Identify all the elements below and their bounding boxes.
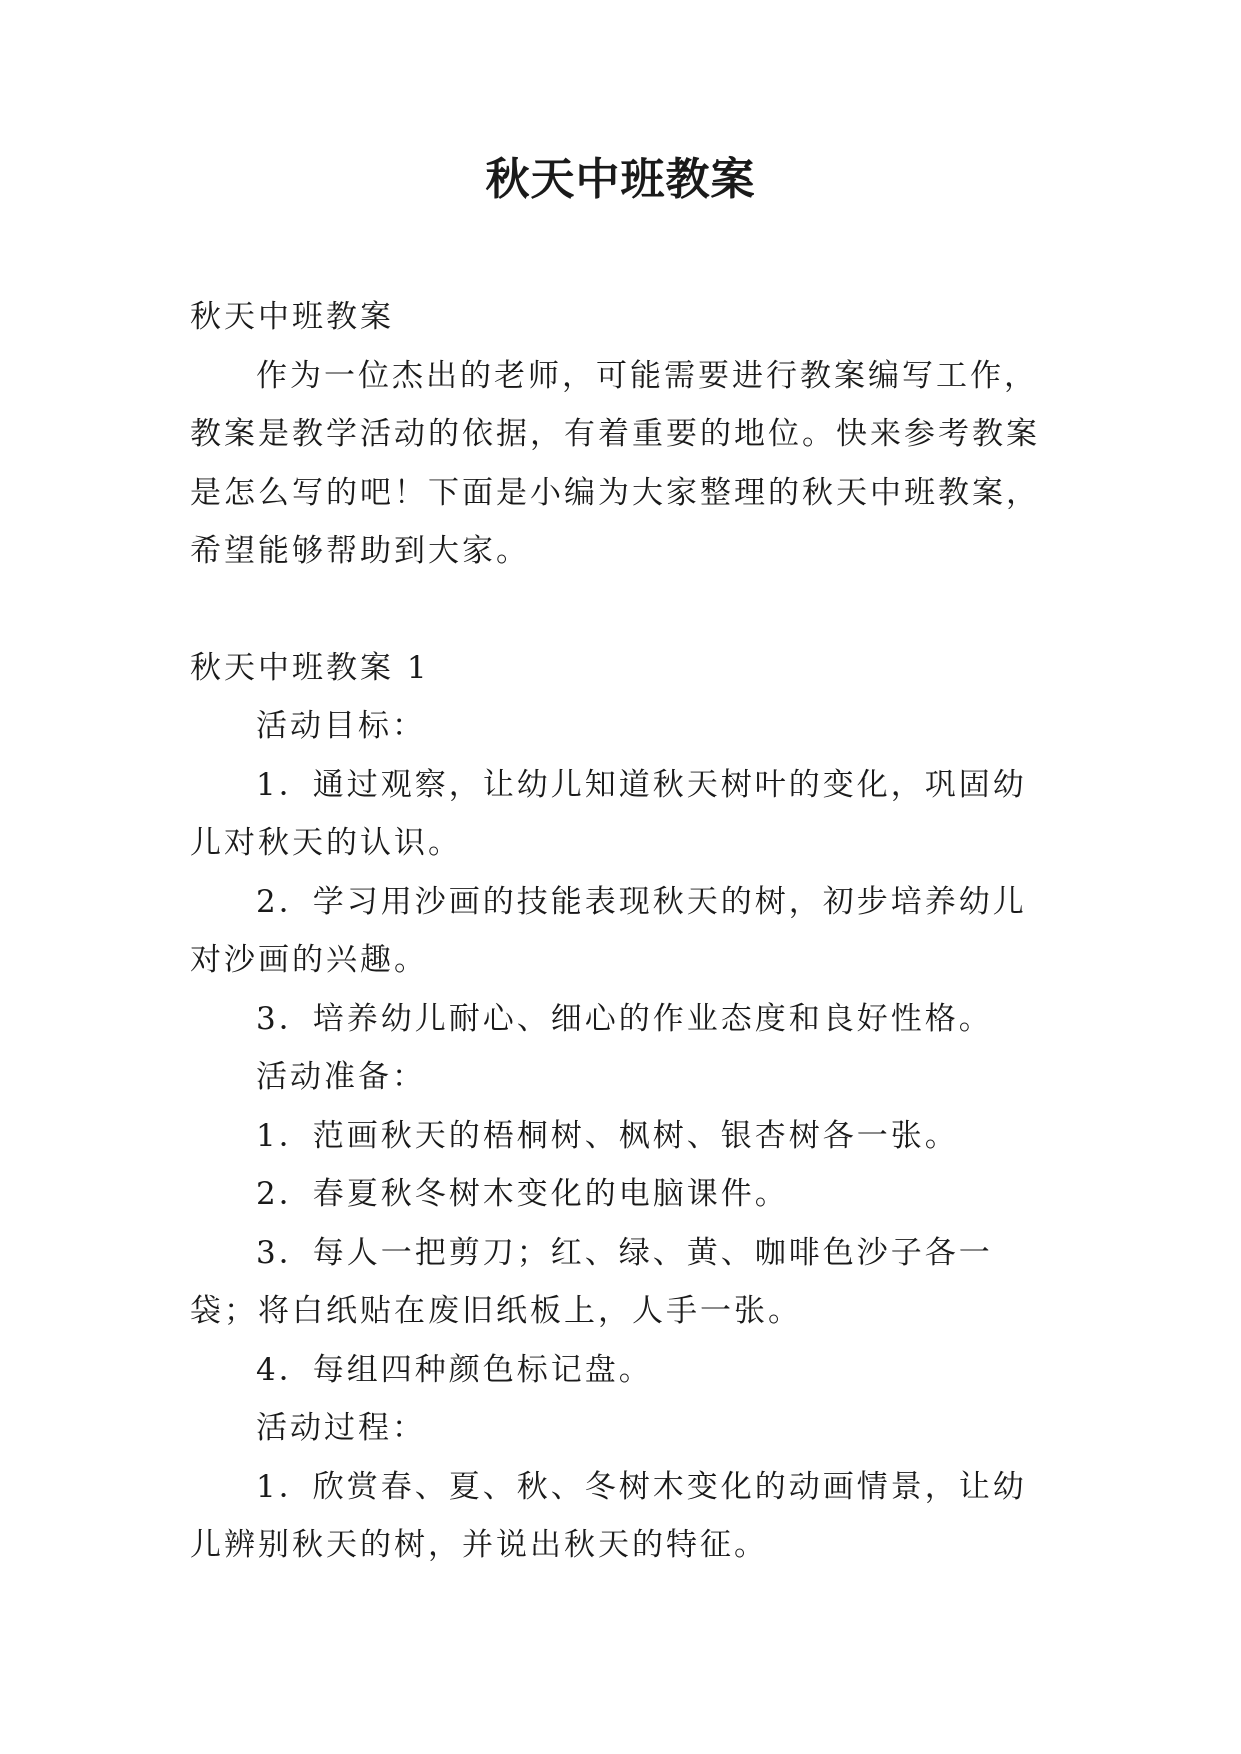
document-body bbox=[190, 288, 1054, 1575]
prep-item: 4．每组四种颜色标记盘。 bbox=[256, 1351, 653, 1388]
goal-item: 3．培养幼儿耐心、细心的作业态度和良好性格。 bbox=[256, 1000, 993, 1037]
prep-item: 3．每人一把剪刀；红、绿、黄、咖啡色沙子各一袋；将白纸贴在废旧纸板上，人手一张。 bbox=[190, 1234, 993, 1329]
goal-item: 2．学习用沙画的技能表现秋天的树，初步培养幼儿对沙画的兴趣。 bbox=[190, 883, 1027, 978]
document-subtitle: 秋天中班教案 bbox=[190, 299, 394, 335]
section-heading: 秋天中班教案 1 bbox=[190, 649, 430, 686]
paragraph-gap bbox=[190, 581, 1054, 639]
goal-item: 1．通过观察，让幼儿知道秋天树叶的变化，巩固幼儿对秋天的认识。 bbox=[190, 766, 1027, 861]
goals-heading: 活动目标： bbox=[256, 708, 426, 744]
prep-item: 1．范画秋天的梧桐树、枫树、银杏树各一张。 bbox=[256, 1117, 959, 1154]
prep-heading: 活动准备： bbox=[256, 1059, 426, 1095]
prep-item: 2．春夏秋冬树木变化的电脑课件。 bbox=[256, 1176, 789, 1212]
process-item: 1．欣赏春、夏、秋、冬树木变化的动画情景，让幼儿辨别秋天的树，并说出秋天的特征。 bbox=[190, 1468, 1027, 1563]
process-heading: 活动过程： bbox=[256, 1410, 426, 1446]
intro-paragraph: 作为一位杰出的老师，可能需要进行教案编写工作，教案是教学活动的依据，有着重要的地位。快来参考教案是怎么写的吧！下面是小编为大家整理的秋天中班教案，希望能够帮助到大家。 bbox=[190, 357, 1040, 569]
document-title: 秋天中班教案 bbox=[485, 154, 756, 205]
